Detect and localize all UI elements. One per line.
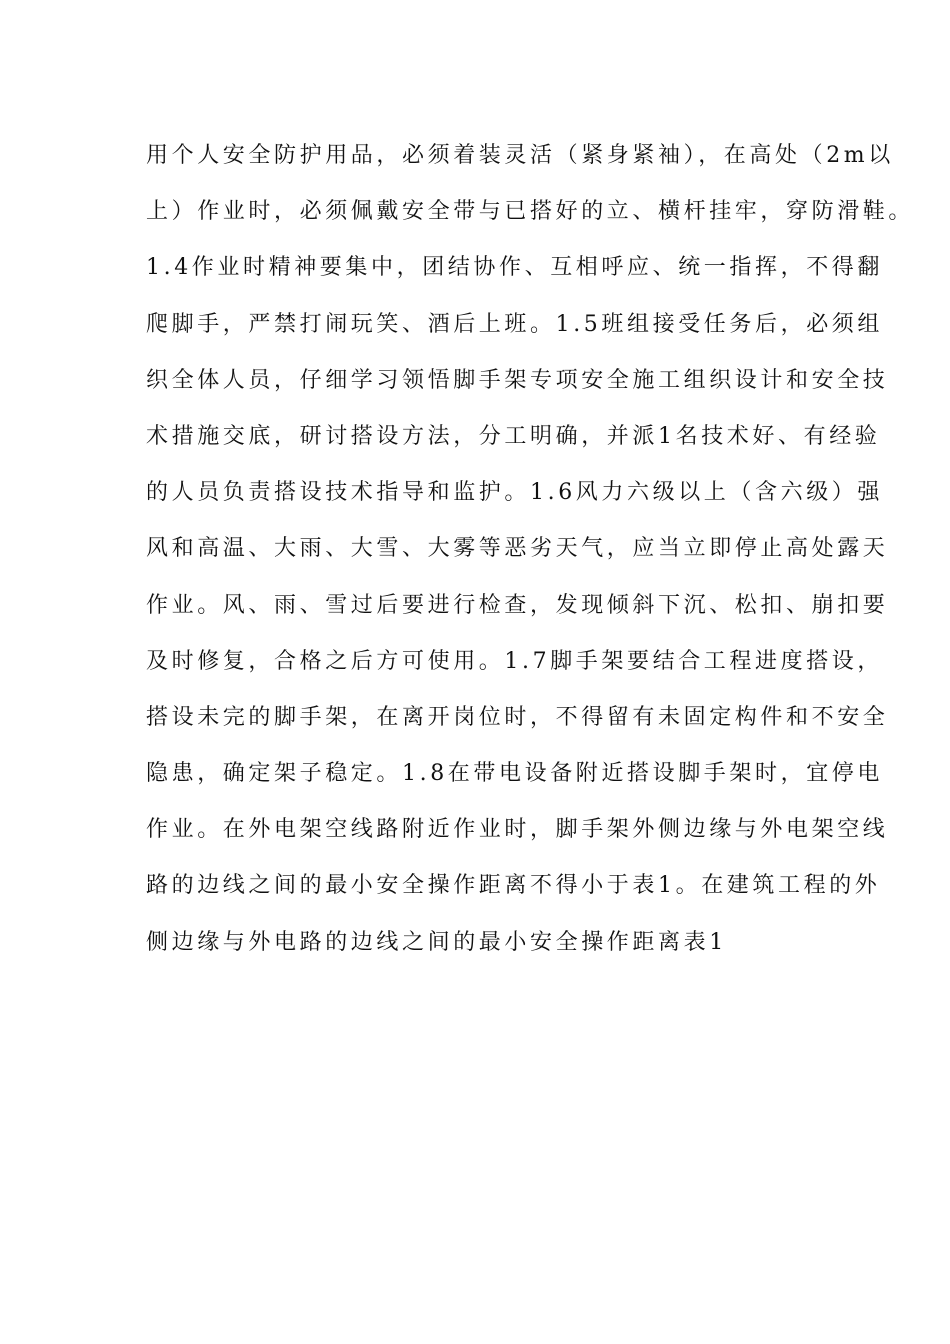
text-line-9: 作业。风、雨、雪过后要进行检查，发现倾斜下沉、松扣、崩扣要 <box>146 592 889 618</box>
text-line-8: 风和高温、大雨、大雪、大雾等恶劣天气，应当立即停止高处露天 <box>146 536 889 562</box>
text-line-11: 搭设未完的脚手架，在离开岗位时，不得留有未固定构件和不安全 <box>146 704 889 730</box>
text-line-4: 爬脚手，严禁打闹玩笑、酒后上班。1.5班组接受任务后，必须组 <box>146 311 883 337</box>
text-line-7: 的人员负责搭设技术指导和监护。1.6风力六级以上（含六级）强 <box>146 480 883 506</box>
text-line-3: 1.4作业时精神要集中，团结协作、互相呼应、统一指挥，不得翻 <box>146 255 883 281</box>
text-line-6: 术措施交底，研讨搭设方法，分工明确，并派1名技术好、有经验 <box>146 423 881 449</box>
text-line-10: 及时修复，合格之后方可使用。1.7脚手架要结合工程进度搭设， <box>146 648 883 674</box>
text-line-12: 隐患，确定架子稳定。1.8在带电设备附近搭设脚手架时，宜停电 <box>146 761 883 787</box>
text-line-2: 上）作业时，必须佩戴安全带与已搭好的立、横杆挂牢，穿防滑鞋。 <box>146 199 915 225</box>
text-line-5: 织全体人员，仔细学习领悟脚手架专项安全施工组织设计和安全技 <box>146 367 889 393</box>
body-text <box>146 128 915 971</box>
text-line-15: 侧边缘与外电路的边线之间的最小安全操作距离表1 <box>146 929 727 955</box>
text-line-13: 作业。在外电架空线路附近作业时，脚手架外侧边缘与外电架空线 <box>146 817 889 843</box>
text-line-1: 用个人安全防护用品，必须着装灵活（紧身紧袖），在高处（2m以 <box>146 143 894 168</box>
text-line-14: 路的边线之间的最小安全操作距离不得小于表1。在建筑工程的外 <box>146 873 881 899</box>
